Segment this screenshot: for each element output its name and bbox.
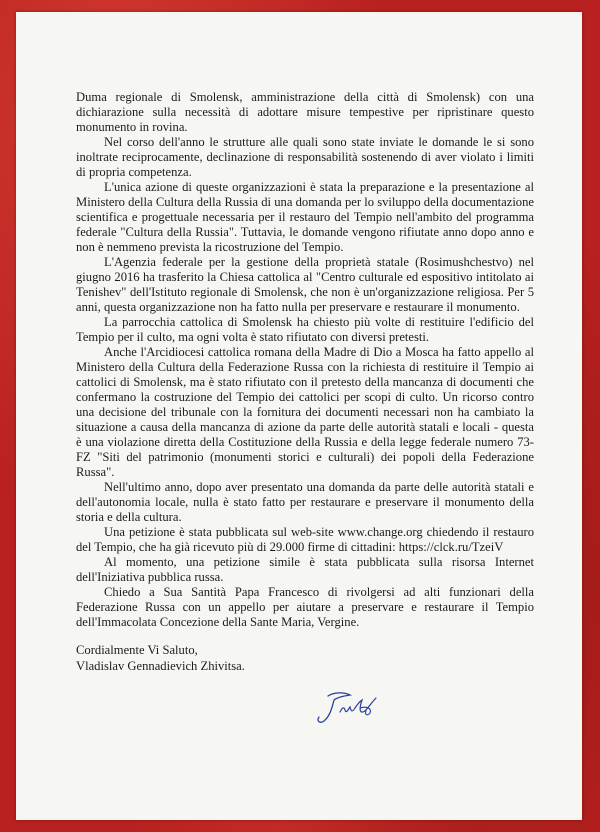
- closing-block: [76, 642, 534, 674]
- paragraph-3: L'unica azione di queste organizzazioni è stata la preparazione e la presentazione al Ministero della Cultura della Russia di una domanda per lo sviluppo della documentazione scientifica e progettuale necessaria per il restauro del Tempio nell'ambito del programma federale "Cultura della Russia". Tuttavia, le domande vengono rifiutate anno dopo anno e non è nemmeno prevista la ricostruzione del Tempio.: [76, 180, 534, 254]
- signature-icon: [310, 688, 400, 728]
- letter-body: [76, 90, 534, 630]
- paragraph-10: Chiedo a Sua Santità Papa Francesco di rivolgersi ad alti funzionari della Federazione Russa con un appello per aiutare a preservare e restaurare il Tempio dell'Immacolata Concezione della Sante Maria, Vergine.: [76, 585, 534, 629]
- paragraph-9: Al momento, una petizione simile è stata pubblicata sulla risorsa Internet dell'Iniziativa pubblica russa.: [76, 555, 534, 584]
- paragraph-7: Nell'ultimo anno, dopo aver presentato una domanda da parte delle autorità statali e dell'autonomia locale, nulla è stato fatto per restaurare e preservare il monumento della storia e della cultura.: [76, 480, 534, 524]
- paragraph-5: La parrocchia cattolica di Smolensk ha chiesto più volte di restituire l'edificio del Tempio per il culto, ma ogni volta è stato rifiutato con diversi pretesti.: [76, 315, 534, 344]
- paragraph-6: Anche l'Arcidiocesi cattolica romana della Madre di Dio a Mosca ha fatto appello al Ministero della Cultura della Federazione Russa con la richiesta di restituire il Tempio ai cattolici di Smolensk, ma è stato rifiutato con il pretesto della mancanza di documenti che confermano la costruzione del Tempio dei cattolici per scopi di culto. Un ricorso contro una decisione del tribunale con la fornitura dei documenti necessari non ha cambiato la situazione a causa della mancanza di azione da parte delle autorità statali e locali - questa è una violazione diretta della Costituzione della Russia e della legge federale numero 73-FZ "Siti del patrimonio (monumenti storici e culturali) dei popoli della Federazione Russa".: [76, 345, 534, 479]
- paragraph-2: Nel corso dell'anno le strutture alle quali sono state inviate le domande le si sono inoltrate reciprocamente, declinazione di responsabilità sostenendo di aver violato i limiti di propria competenza.: [76, 135, 534, 179]
- paragraph-8: Una petizione è stata pubblicata sul web-site www.change.org chiedendo il restauro del Tempio, che ha già ricevuto più di 29.000 firme di cittadini: https://clck.ru/TzeiV: [76, 525, 534, 554]
- signatory-name: Vladislav Gennadievich Zhivitsa.: [76, 659, 245, 673]
- paragraph-1: Duma regionale di Smolensk, amministrazione della città di Smolensk) con una dichiarazione sulla necessità di adottare misure tempestive per ripristinare questo monumento in rovina.: [76, 90, 534, 134]
- letter-page: [16, 12, 582, 820]
- paragraph-4: L'Agenzia federale per la gestione della proprietà statale (Rosimushchestvo) nel giugno 2016 ha trasferito la Chiesa cattolica al "Centro culturale ed espositivo intitolato ai Tenishev" dell'Istituto regionale di Smolensk, che non è un'organizzazione religiosa. Per 5 anni, questa organizzazione non ha fatto nulla per preservare e restaurare il monumento.: [76, 255, 534, 314]
- closing-salutation: Cordialmente Vi Saluto,: [76, 643, 198, 657]
